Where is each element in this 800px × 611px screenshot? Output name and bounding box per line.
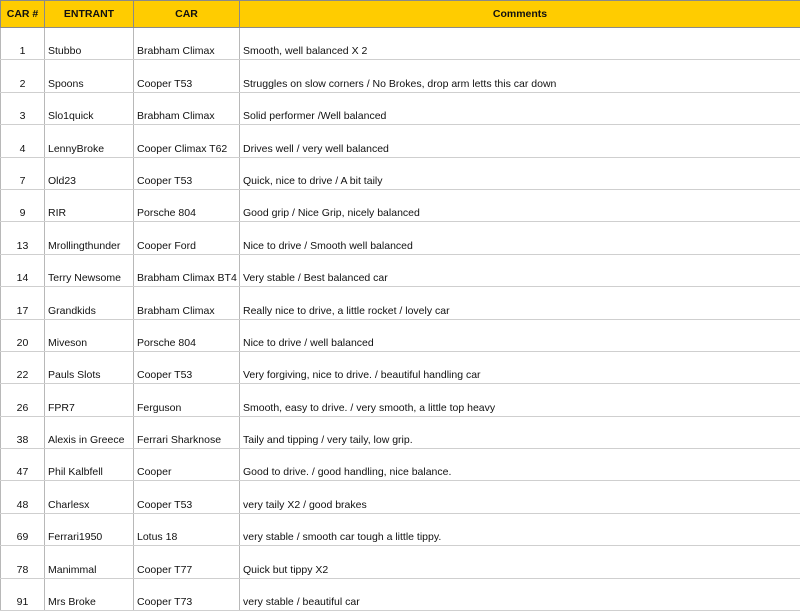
table-row — [1, 92, 800, 124]
header-entrant: ENTRANT — [45, 1, 134, 28]
header-row — [1, 1, 800, 28]
cell-entrant: RIR — [45, 189, 134, 221]
cell-entrant: Ferrari1950 — [45, 513, 134, 545]
cell-car-number: 1 — [1, 28, 45, 60]
cell-comments: Drives well / very well balanced — [240, 125, 800, 157]
table-row — [1, 481, 800, 513]
cell-car-number: 13 — [1, 222, 45, 254]
cell-entrant: Pauls Slots — [45, 351, 134, 383]
table-row — [1, 319, 800, 351]
cell-comments: Good grip / Nice Grip, nicely balanced — [240, 189, 800, 221]
table-row — [1, 125, 800, 157]
table-row — [1, 384, 800, 416]
cell-car-number: 69 — [1, 513, 45, 545]
cell-car-number: 2 — [1, 60, 45, 92]
table-row — [1, 449, 800, 481]
cell-car: Cooper T53 — [134, 157, 240, 189]
cell-car: Brabham Climax — [134, 28, 240, 60]
cell-car: Cooper T77 — [134, 546, 240, 578]
cell-car: Cooper — [134, 449, 240, 481]
cell-comments: Very forgiving, nice to drive. / beautiful handling car — [240, 351, 800, 383]
cell-comments: Quick but tippy X2 — [240, 546, 800, 578]
cell-comments: Smooth, easy to drive. / very smooth, a little top heavy — [240, 384, 800, 416]
cell-car-number: 14 — [1, 254, 45, 286]
table-row — [1, 60, 800, 92]
cell-entrant: Phil Kalbfell — [45, 449, 134, 481]
table-row — [1, 578, 800, 610]
cell-comments: Good to drive. / good handling, nice balance. — [240, 449, 800, 481]
cell-comments: Taily and tipping / very taily, low grip. — [240, 416, 800, 448]
cell-car-number: 38 — [1, 416, 45, 448]
cell-entrant: Mrs Broke — [45, 578, 134, 610]
cell-car-number: 48 — [1, 481, 45, 513]
table-row — [1, 157, 800, 189]
cell-car: Cooper T53 — [134, 351, 240, 383]
cell-car-number: 78 — [1, 546, 45, 578]
table-row — [1, 513, 800, 545]
cell-entrant: LennyBroke — [45, 125, 134, 157]
cell-car: Cooper T53 — [134, 60, 240, 92]
cell-car-number: 47 — [1, 449, 45, 481]
cell-car: Cooper T73 — [134, 578, 240, 610]
cell-entrant: Manimmal — [45, 546, 134, 578]
cell-car: Porsche 804 — [134, 189, 240, 221]
table-row — [1, 546, 800, 578]
table-row — [1, 416, 800, 448]
table-row — [1, 351, 800, 383]
table-body — [1, 28, 800, 611]
cell-car-number: 4 — [1, 125, 45, 157]
cell-comments: Really nice to drive, a little rocket / lovely car — [240, 287, 800, 319]
cell-car-number: 22 — [1, 351, 45, 383]
cell-car: Lotus 18 — [134, 513, 240, 545]
cell-comments: Solid performer /Well balanced — [240, 92, 800, 124]
table-row — [1, 222, 800, 254]
cell-car-number: 26 — [1, 384, 45, 416]
cell-comments: Struggles on slow corners / No Brokes, drop arm letts this car down — [240, 60, 800, 92]
cell-entrant: Miveson — [45, 319, 134, 351]
table-row — [1, 189, 800, 221]
cell-entrant: Charlesx — [45, 481, 134, 513]
cell-comments: Nice to drive / well balanced — [240, 319, 800, 351]
table-row — [1, 287, 800, 319]
cell-car: Brabham Climax — [134, 92, 240, 124]
header-comments: Comments — [240, 1, 800, 28]
cell-comments: very stable / beautiful car — [240, 578, 800, 610]
cell-car-number: 91 — [1, 578, 45, 610]
cell-comments: Very stable / Best balanced car — [240, 254, 800, 286]
cell-car: Cooper T53 — [134, 481, 240, 513]
header-car-number: CAR # — [1, 1, 45, 28]
cell-car: Porsche 804 — [134, 319, 240, 351]
table-row — [1, 28, 800, 60]
cell-car: Ferrari Sharknose — [134, 416, 240, 448]
table-row — [1, 254, 800, 286]
cell-entrant: FPR7 — [45, 384, 134, 416]
cell-entrant: Old23 — [45, 157, 134, 189]
cell-car-number: 20 — [1, 319, 45, 351]
cell-entrant: Slo1quick — [45, 92, 134, 124]
cell-car-number: 7 — [1, 157, 45, 189]
cell-entrant: Spoons — [45, 60, 134, 92]
cell-entrant: Terry Newsome — [45, 254, 134, 286]
cell-entrant: Grandkids — [45, 287, 134, 319]
cell-comments: very taily X2 / good brakes — [240, 481, 800, 513]
cell-entrant: Mrollingthunder — [45, 222, 134, 254]
cell-car: Brabham Climax BT4 — [134, 254, 240, 286]
cell-car: Cooper Ford — [134, 222, 240, 254]
cell-entrant: Stubbo — [45, 28, 134, 60]
cell-car: Cooper Climax T62 — [134, 125, 240, 157]
cell-entrant: Alexis in Greece — [45, 416, 134, 448]
cell-car-number: 17 — [1, 287, 45, 319]
cell-comments: Quick, nice to drive / A bit taily — [240, 157, 800, 189]
cell-car-number: 9 — [1, 189, 45, 221]
cell-car-number: 3 — [1, 92, 45, 124]
header-car: CAR — [134, 1, 240, 28]
cell-comments: Nice to drive / Smooth well balanced — [240, 222, 800, 254]
cell-car: Brabham Climax — [134, 287, 240, 319]
cell-comments: Smooth, well balanced X 2 — [240, 28, 800, 60]
cell-comments: very stable / smooth car tough a little tippy. — [240, 513, 800, 545]
cell-car: Ferguson — [134, 384, 240, 416]
